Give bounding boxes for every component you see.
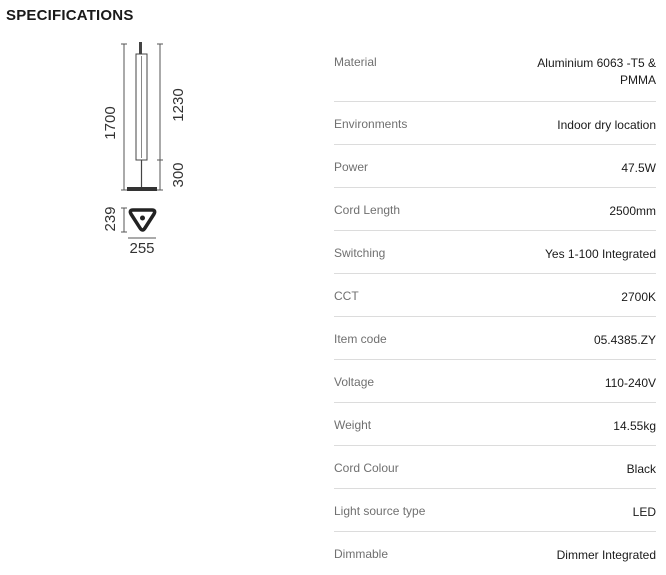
- spec-label: Cord Colour: [334, 461, 399, 475]
- spec-value: 110-240V: [604, 376, 656, 390]
- spec-row-material: [334, 40, 656, 102]
- total-height-dimension-line: [121, 44, 127, 190]
- product-dimension-drawing: [0, 0, 320, 575]
- spec-value: Indoor dry location: [557, 118, 656, 132]
- spec-row-voltage: [334, 360, 656, 403]
- spec-label: Environments: [334, 117, 408, 131]
- spec-row-switching: [334, 231, 656, 274]
- spec-label: Material: [334, 55, 377, 69]
- spec-row-dimmable: [334, 532, 656, 575]
- spec-row-power: [334, 145, 656, 188]
- tube-height-label: 1230: [170, 88, 187, 122]
- spec-label: Item code: [334, 332, 387, 346]
- base-plan-drawing: [130, 210, 154, 230]
- spec-row-item-code: [334, 317, 656, 360]
- base-depth-label: 239: [102, 206, 119, 232]
- spec-label: Weight: [334, 418, 372, 432]
- spec-row-environments: [334, 102, 656, 145]
- spec-value: 05.4385.ZY: [593, 333, 656, 347]
- base-depth-dimension-line: [121, 208, 127, 232]
- spec-row-cord-length: [334, 188, 656, 231]
- spec-value: LED: [632, 505, 656, 519]
- spec-value: 2500mm: [609, 204, 656, 218]
- spec-value: Yes 1-100 Integrated: [545, 247, 656, 261]
- spec-value: Aluminium 6063 -T5 & PMMA: [537, 56, 656, 87]
- spec-label: Power: [334, 160, 369, 174]
- floor-lamp-drawing: [127, 42, 157, 191]
- spec-label: Light source type: [334, 504, 426, 518]
- spec-row-light-source-type: [334, 489, 656, 532]
- page-title: SPECIFICATIONS: [6, 7, 134, 24]
- spec-label: Voltage: [334, 375, 375, 389]
- spec-row-cct: [334, 274, 656, 317]
- spec-value: 47.5W: [621, 161, 656, 175]
- base-height-label: 300: [170, 162, 187, 188]
- spec-label: Dimmable: [334, 547, 389, 561]
- spec-value: 14.55kg: [613, 419, 656, 433]
- spec-label: Switching: [334, 246, 386, 260]
- tube-height-dimension-line: [157, 44, 163, 190]
- spec-value: Black: [626, 462, 656, 476]
- base-width-label: 255: [129, 240, 155, 257]
- spec-row-weight: [334, 403, 656, 446]
- total-height-label: 1700: [102, 106, 119, 140]
- specifications-list: [334, 40, 656, 575]
- spec-label: Cord Length: [334, 203, 401, 217]
- spec-value: Dimmer Integrated: [556, 548, 656, 562]
- spec-label: CCT: [334, 289, 359, 303]
- spec-row-cord-colour: [334, 446, 656, 489]
- spec-value: 2700K: [621, 290, 656, 304]
